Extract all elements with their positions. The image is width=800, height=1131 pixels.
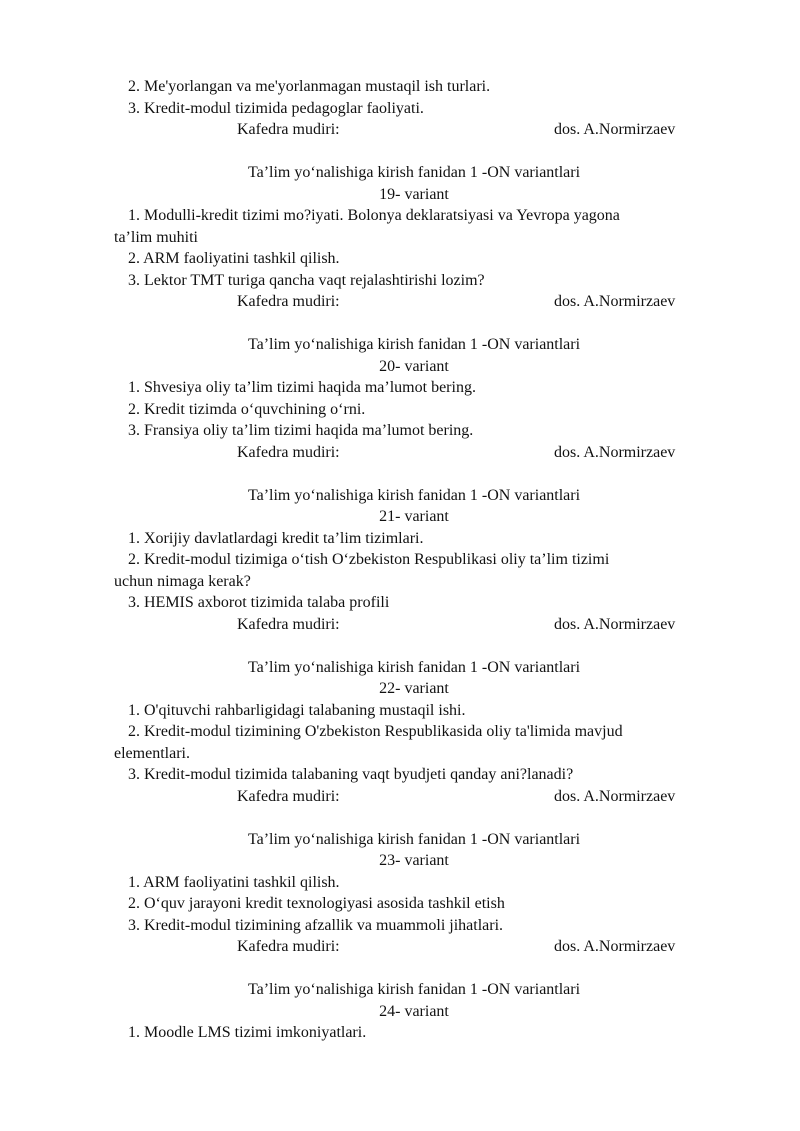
question: 2. Me'yorlangan va me'yorlanmagan mustaqil ish turlari. <box>128 78 491 95</box>
question: 3. Kredit-modul tizimining afzallik va muammoli jihatlari. <box>128 916 504 934</box>
variant-23 <box>114 829 714 958</box>
question: 3. Fransiya oliy ta’lim tizimi haqida ma’lumot bering. <box>128 422 474 439</box>
signature-name: dos. A.Normirzaev <box>554 615 676 633</box>
signature-line <box>114 291 714 313</box>
signature-line <box>114 786 714 808</box>
question: 1. ARM faoliyatini tashkil qilish. <box>128 873 340 891</box>
variant-title: 23- variant <box>379 852 449 869</box>
signature-name: dos. A.Normirzaev <box>554 938 676 955</box>
variant-24 <box>114 979 714 1044</box>
variant-title: 21- variant <box>379 508 449 525</box>
question: 3. HEMIS axborot tizimida talaba profili <box>128 594 390 611</box>
question-continuation: ta’lim muhiti <box>114 228 198 246</box>
question: 3. Kredit-modul tizimida pedagoglar faoliyati. <box>128 99 424 117</box>
question-continuation: uchun nimaga kerak? <box>114 572 251 590</box>
question: 1. O'qituvchi rahbarligidagi talabaning mustaqil ishi. <box>128 701 466 719</box>
variant-22 <box>114 657 714 808</box>
variant-heading: Ta’lim yo‘nalishiga kirish fanidan 1 -ON variantlari <box>247 658 581 676</box>
question: 1. Shvesiya oliy ta’lim tizimi haqida ma’lumot bering. <box>128 379 476 396</box>
variant-title: 19- variant <box>379 185 449 203</box>
signature-name: dos. A.Normirzaev <box>554 787 676 805</box>
variant-heading: Ta’lim yo‘nalishiga kirish fanidan 1 -ON variantlari <box>247 981 581 998</box>
question: 2. Kredit-modul tizimining O'zbekiston Respublikasida oliy ta'limida mavjud <box>128 723 623 740</box>
question: 3. Kredit-modul tizimida talabaning vaqt byudjeti qanday ani?lanadi? <box>128 766 574 783</box>
signature-name: dos. A.Normirzaev <box>554 121 676 138</box>
question: 1. Modulli-kredit tizimi mo?iyati. Bolonya deklaratsiyasi va Yevropa yagona <box>128 207 620 224</box>
question: 2. Kredit tizimda o‘quvchining o‘rni. <box>128 400 366 418</box>
signature-role: Kafedra mudiri: <box>237 121 340 138</box>
question: 2. ARM faoliyatini tashkil qilish. <box>128 250 340 267</box>
signature-role: Kafedra mudiri: <box>237 787 340 805</box>
question: 2. O‘quv jarayoni kredit texnologiyasi asosida tashkil etish <box>128 895 505 912</box>
signature-name: dos. A.Normirzaev <box>554 293 676 310</box>
signature-line <box>114 614 714 636</box>
question: 1. Moodle LMS tizimi imkoniyatlari. <box>128 1024 367 1041</box>
question-continuation: elementlari. <box>114 744 190 762</box>
variant-heading: Ta’lim yo‘nalishiga kirish fanidan 1 -ON variantlari <box>247 486 581 504</box>
variant-heading: Ta’lim yo‘nalishiga kirish fanidan 1 -ON variantlari <box>247 830 581 848</box>
variant-title: 20- variant <box>379 357 449 375</box>
signature-role: Kafedra mudiri: <box>237 938 340 955</box>
variant-21 <box>114 485 714 636</box>
variant-20 <box>114 334 714 463</box>
signature-name: dos. A.Normirzaev <box>554 443 676 461</box>
signature-line <box>114 936 714 958</box>
signature-line <box>114 442 714 464</box>
variant-19 <box>114 162 714 313</box>
question: 3. Lektor TMT turiga qancha vaqt rejalashtirishi lozim? <box>128 271 485 289</box>
question: 1. Xorijiy davlatlardagi kredit ta’lim tizimlari. <box>128 529 424 547</box>
variant-title: 22- variant <box>379 680 449 697</box>
variant-title: 24- variant <box>379 1002 449 1020</box>
variant-heading: Ta’lim yo‘nalishiga kirish fanidan 1 -ON variantlari <box>247 336 581 353</box>
signature-role: Kafedra mudiri: <box>237 293 340 310</box>
question: 2. Kredit-modul tizimiga o‘tish O‘zbekiston Respublikasi oliy ta’lim tizimi <box>128 551 610 568</box>
variant-heading: Ta’lim yo‘nalishiga kirish fanidan 1 -ON variantlari <box>247 164 581 181</box>
signature-role: Kafedra mudiri: <box>237 615 340 633</box>
document-content <box>114 76 714 1044</box>
signature-line <box>114 119 714 141</box>
signature-role: Kafedra mudiri: <box>237 443 340 461</box>
